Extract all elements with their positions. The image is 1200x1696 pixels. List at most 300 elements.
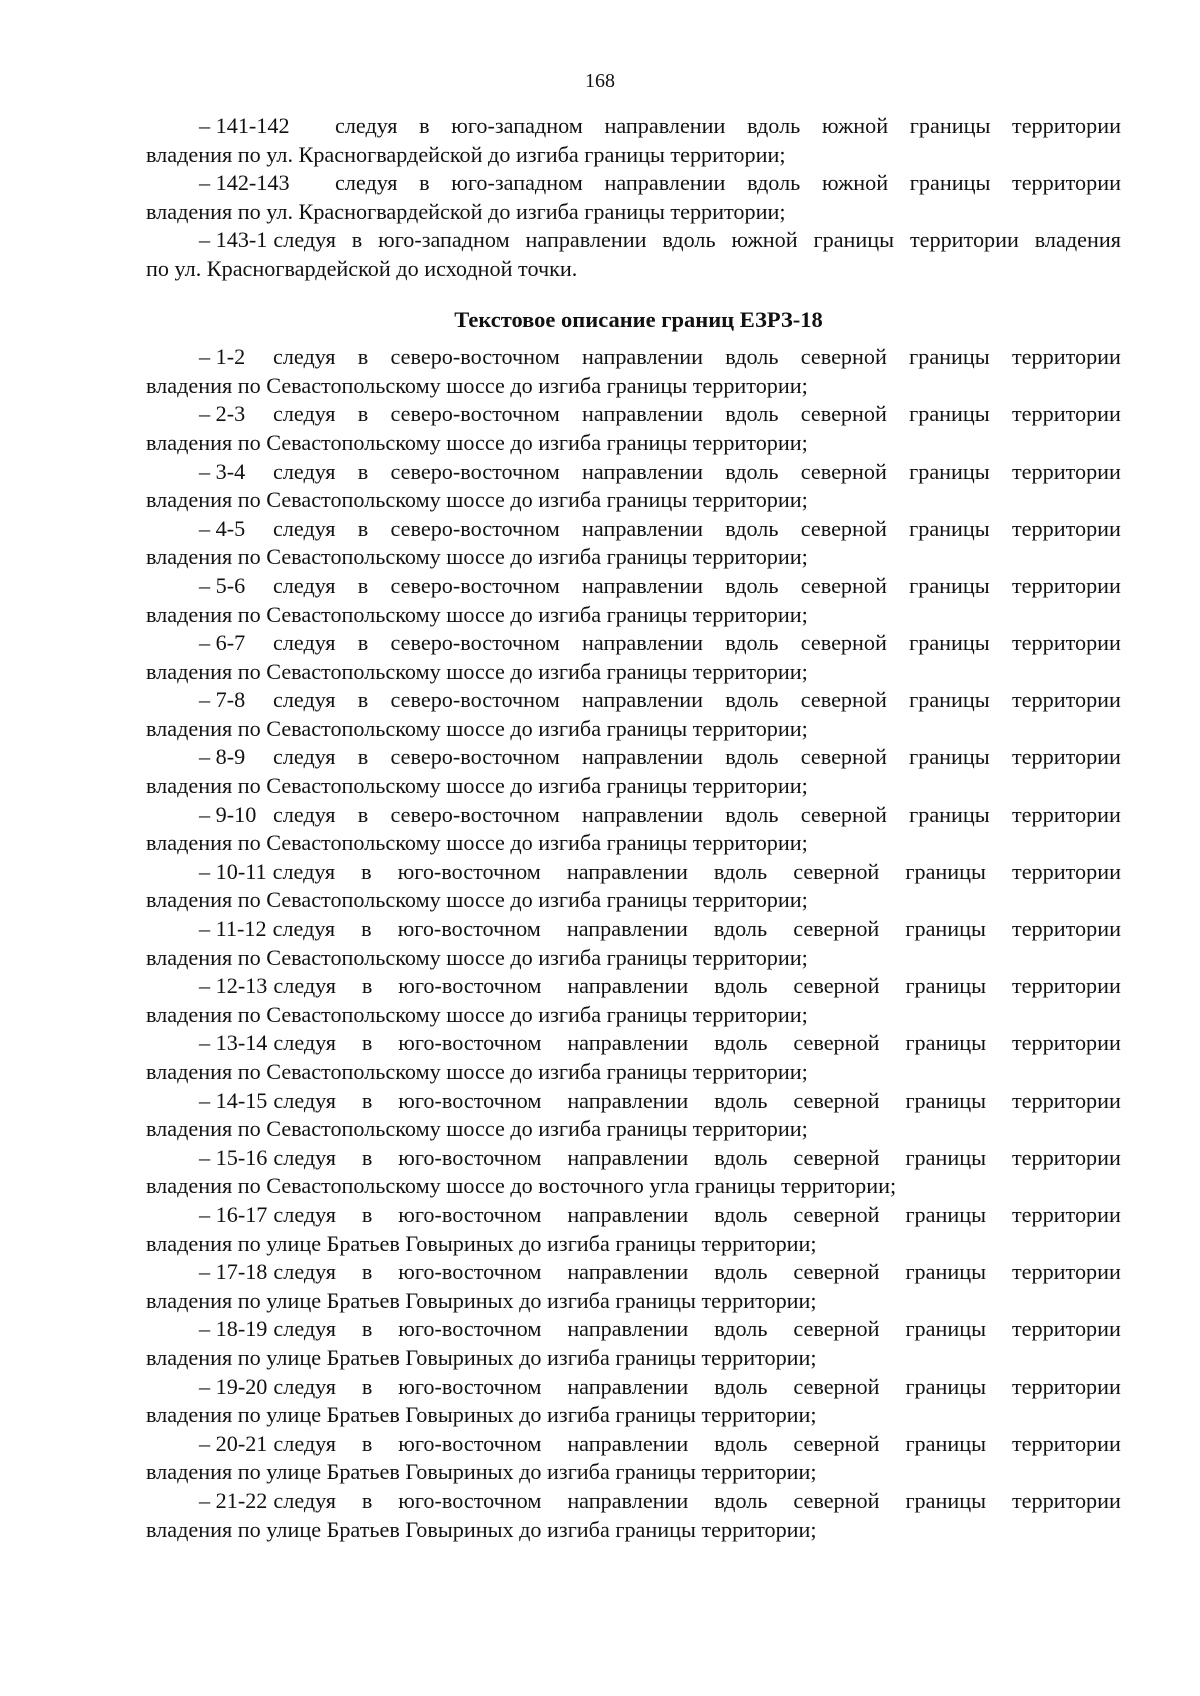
segment-label-group [146, 515, 336, 544]
entry-word: границы [905, 1144, 987, 1170]
entry-word: границы [905, 1316, 987, 1342]
entry-continuation-line: по ул. Красногвардейской до исходной точки. [146, 255, 578, 281]
entry-word: вдоль [714, 1144, 768, 1170]
entry-first-line [146, 1144, 1121, 1173]
entry-word: территории [1011, 458, 1121, 484]
entry-word: направлении [567, 1030, 689, 1056]
entry-word: направлении [525, 227, 647, 253]
entry-word: юго-восточном [398, 1030, 542, 1056]
entry-word: северной [793, 1259, 880, 1285]
entry-continuation-line: владения по Севастопольскому шоссе до изгиба границы территории; [146, 487, 808, 513]
boundary-segment-entry [146, 112, 1121, 169]
entry-word: юго-восточном [397, 858, 541, 884]
segment-label-group [146, 915, 335, 944]
entry-first-line [146, 226, 1121, 255]
entry-word: территории [1011, 1201, 1121, 1227]
entry-word: границы [909, 801, 990, 827]
entry-continuation-line: владения по улице Братьев Говыриных до изгиба границы территории; [146, 1402, 817, 1428]
entry-word: следуя [273, 687, 336, 713]
segment-label: – 18-19 [199, 1316, 268, 1342]
entry-word: северо-восточном [390, 515, 560, 541]
entry-word: северной [793, 1087, 880, 1113]
entry-word: территории [1012, 113, 1121, 138]
boundary-segment-entry [146, 226, 1121, 283]
boundary-segment-entry [146, 1430, 1121, 1487]
entry-word: следуя [273, 1144, 336, 1170]
entry-continuation-line: владения по ул. Красногвардейской до изгиба границы территории; [146, 141, 786, 167]
entry-continuation-line: владения по Севастопольскому шоссе до изгиба границы территории; [146, 544, 808, 570]
entry-word: в [351, 227, 363, 253]
entry-continuation-line: владения по улице Братьев Говыриных до изгиба границы территории; [146, 1344, 817, 1370]
entry-word: владения [1034, 227, 1121, 253]
entry-word: границы [909, 113, 991, 138]
entry-word: направлении [566, 916, 688, 942]
entry-first-line [146, 1315, 1121, 1344]
entry-word: в [361, 1030, 373, 1056]
entry-first-line [146, 1430, 1121, 1459]
entry-word: северной [800, 687, 887, 713]
entry-word: северо-восточном [390, 458, 560, 484]
entry-word: территории [1011, 1144, 1121, 1170]
segment-label: – 142-143 [199, 170, 290, 196]
entry-word: следуя [273, 401, 336, 427]
entry-word: северной [793, 1316, 880, 1342]
entry-word: территории [1011, 1373, 1121, 1399]
segment-label-group [146, 686, 336, 715]
entry-word: следуя [273, 744, 336, 770]
entry-word: направлении [604, 170, 726, 196]
entry-word: в [361, 1373, 373, 1399]
boundary-segment-entry [146, 458, 1121, 515]
entry-word: следуя [273, 1087, 336, 1113]
entry-first-line [146, 972, 1121, 1001]
entry-word: вдоль [725, 401, 779, 427]
entry-word: территории [1011, 1316, 1121, 1342]
entry-word: юго-восточном [398, 1087, 542, 1113]
boundary-segment-entry [146, 1373, 1121, 1430]
entry-first-line [146, 112, 1121, 141]
entry-continuation-line: владения по Севастопольскому шоссе до изгиба границы территории; [146, 830, 808, 856]
entry-word: следуя [273, 973, 336, 999]
entry-word: границы [905, 1201, 987, 1227]
entry-word: следуя [273, 515, 336, 541]
entry-word: в [357, 458, 369, 484]
entry-word: границы [909, 687, 990, 713]
entry-word: в [357, 401, 369, 427]
entry-word: северо-восточном [390, 801, 560, 827]
entry-word: направлении [582, 515, 704, 541]
entry-continuation-line: владения по Севастопольскому шоссе до изгиба границы территории; [146, 715, 808, 741]
entry-word: границы [905, 1487, 987, 1513]
segment-label-group [146, 343, 336, 372]
entry-first-line [146, 572, 1121, 601]
segment-label-group [146, 801, 336, 830]
entry-word: северо-восточном [390, 572, 560, 598]
boundary-segment-entry [146, 343, 1121, 400]
entry-word: территории [1011, 744, 1121, 770]
entry-word: юго-западном [451, 170, 583, 196]
entry-word: вдоль [714, 973, 768, 999]
entry-word: вдоль [713, 858, 768, 884]
boundary-segment-entry [146, 801, 1121, 858]
entry-word: вдоль [725, 801, 779, 827]
entry-word: территории [1011, 572, 1121, 598]
entry-word: вдоль [714, 1087, 768, 1113]
entry-word: северной [793, 1030, 880, 1056]
entry-word: территории [1011, 344, 1121, 370]
entry-word: территории [909, 227, 1019, 253]
entry-word: в [361, 1201, 373, 1227]
entry-word: вдоль [714, 1373, 768, 1399]
entry-word: северной [800, 744, 887, 770]
entry-word: юго-восточном [398, 1201, 542, 1227]
boundary-list-ezrz-18 [146, 343, 1121, 1544]
segment-label-group [146, 1430, 336, 1459]
segment-label: – 3-4 [199, 458, 246, 484]
boundary-segment-entry [146, 1315, 1121, 1372]
entry-word: следуя [273, 630, 336, 656]
segment-label: – 19-20 [199, 1373, 268, 1399]
entry-word: направлении [582, 630, 704, 656]
entry-first-line [146, 858, 1121, 887]
entry-word: направлении [567, 1259, 689, 1285]
document-body [146, 112, 1121, 1544]
entry-word: юго-восточном [398, 1430, 542, 1456]
entry-word: границы [905, 1087, 987, 1113]
entry-first-line [146, 1373, 1121, 1402]
entry-word: направлении [582, 801, 704, 827]
entry-word: южной [821, 170, 889, 196]
entry-word: следуя [272, 916, 336, 942]
entry-word: направлении [567, 1316, 689, 1342]
entry-word: следуя [273, 1030, 336, 1056]
segment-label-group [146, 400, 336, 429]
entry-word: вдоль [725, 572, 779, 598]
entry-word: в [357, 515, 369, 541]
entry-word: в [361, 1087, 373, 1113]
segment-label-group [146, 743, 336, 772]
entry-word: северной [800, 458, 887, 484]
entry-continuation-line: владения по Севастопольскому шоссе до изгиба границы территории; [146, 773, 808, 799]
entry-word: вдоль [725, 744, 779, 770]
boundary-segment-entry [146, 1029, 1121, 1086]
entry-word: направлении [582, 401, 704, 427]
entry-word: территории [1011, 1259, 1121, 1285]
entry-continuation-line: владения по Севастопольскому шоссе до восточного угла границы территории; [146, 1173, 897, 1199]
segment-label-group [146, 169, 398, 198]
entry-word: в [357, 801, 369, 827]
entry-continuation-line: владения по Севастопольскому шоссе до изгиба границы территории; [146, 1001, 808, 1027]
entry-word: в [361, 973, 373, 999]
segment-label: – 143-1 [199, 227, 268, 253]
boundary-segment-entry [146, 1258, 1121, 1315]
entry-word: границы [909, 458, 990, 484]
entry-word: северной [800, 801, 887, 827]
entry-word: следуя [273, 227, 336, 253]
segment-label: – 5-6 [199, 572, 246, 598]
entry-word: в [357, 687, 369, 713]
entry-word: следуя [273, 1373, 336, 1399]
entry-word: в [357, 744, 369, 770]
entry-word: в [361, 1487, 373, 1513]
entry-word: границы [905, 1259, 987, 1285]
entry-word: территории [1011, 515, 1121, 541]
entry-continuation-line: владения по Севастопольскому шоссе до изгиба границы территории; [146, 429, 808, 455]
entry-continuation-line: владения по ул. Красногвардейской до изгиба границы территории; [146, 198, 786, 224]
segment-label: – 13-14 [199, 1030, 268, 1056]
boundary-segment-entry [146, 629, 1121, 686]
entry-continuation-line: владения по Севастопольскому шоссе до изгиба границы территории; [146, 658, 808, 684]
entry-word: следуя [272, 858, 336, 884]
entry-word: следуя [273, 1430, 336, 1456]
boundary-segment-entry [146, 1487, 1121, 1544]
entry-word: границы [813, 227, 895, 253]
boundary-segment-entry [146, 915, 1121, 972]
entry-word: следуя [273, 458, 336, 484]
entry-word: юго-восточном [397, 916, 541, 942]
entry-continuation-line: владения по Севастопольскому шоссе до изгиба границы территории; [146, 601, 808, 627]
entry-word: следуя [273, 572, 336, 598]
segment-label: – 11-12 [199, 916, 267, 942]
entry-first-line [146, 1087, 1121, 1116]
entry-continuation-line: владения по Севастопольскому шоссе до изгиба границы территории; [146, 887, 808, 913]
entry-word: вдоль [714, 1316, 768, 1342]
segment-label: – 20-21 [199, 1430, 268, 1456]
entry-continuation-line: владения по улице Братьев Говыриных до изгиба границы территории; [146, 1287, 817, 1313]
entry-word: юго-восточном [398, 1316, 542, 1342]
entry-word: северной [800, 344, 887, 370]
segment-label: – 1-2 [199, 344, 246, 370]
segment-label-group [146, 972, 336, 1001]
segment-label: – 15-16 [199, 1144, 268, 1170]
page-number: 168 [585, 70, 615, 92]
segment-label: – 2-3 [199, 401, 246, 427]
entry-word: в [357, 572, 369, 598]
entry-word: северной [800, 515, 887, 541]
boundary-segment-entry [146, 686, 1121, 743]
entry-word: границы [909, 572, 990, 598]
segment-label-group [146, 858, 335, 887]
entry-word: границы [905, 1030, 987, 1056]
entry-continuation-line: владения по Севастопольскому шоссе до изгиба границы территории; [146, 1059, 808, 1084]
entry-word: северо-восточном [390, 401, 560, 427]
segment-label: – 21-22 [199, 1487, 268, 1513]
entry-word: следуя [273, 1259, 336, 1285]
entry-word: территории [1011, 1087, 1121, 1113]
entry-word: северной [800, 630, 887, 656]
segment-label-group [146, 112, 398, 141]
entry-first-line [146, 515, 1121, 544]
entry-word: границы [909, 744, 990, 770]
entry-word: в [357, 344, 369, 370]
entry-word: направлении [567, 1487, 689, 1513]
entry-word: северной [793, 973, 880, 999]
entry-word: юго-восточном [398, 1487, 542, 1513]
entry-word: границы [905, 1430, 987, 1456]
entry-word: вдоль [725, 344, 779, 370]
entry-word: направлении [566, 858, 688, 884]
entry-first-line [146, 629, 1121, 658]
boundary-segment-entry [146, 743, 1121, 800]
entry-first-line [146, 343, 1121, 372]
segment-label-group [146, 1258, 336, 1287]
segment-label: – 16-17 [199, 1201, 268, 1227]
entry-word: в [361, 1316, 373, 1342]
segment-label-group [146, 1201, 336, 1230]
entry-word: границы [909, 630, 990, 656]
segment-label: – 12-13 [199, 973, 268, 999]
boundary-segment-entry [146, 515, 1121, 572]
entry-word: направлении [582, 458, 704, 484]
segment-label: – 141-142 [199, 113, 290, 138]
entry-word: следуя [335, 113, 398, 138]
entry-continuation-line: владения по Севастопольскому шоссе до изгиба границы территории; [146, 944, 808, 970]
entry-word: северной [793, 1201, 880, 1227]
entry-word: направлении [567, 1087, 689, 1113]
entry-word: в [361, 916, 372, 942]
entry-word: направлении [582, 572, 704, 598]
entry-word: вдоль [725, 630, 779, 656]
entry-word: территории [1011, 1487, 1121, 1513]
entry-continuation-line: владения по улице Братьев Говыриных до изгиба границы территории; [146, 1230, 817, 1256]
entry-first-line [146, 915, 1121, 944]
segment-label: – 10-11 [199, 858, 267, 884]
entry-word: в [357, 630, 369, 656]
entry-word: следуя [273, 1316, 336, 1342]
entry-word: вдоль [725, 515, 779, 541]
entry-word: северной [793, 1430, 880, 1456]
segment-label-group [146, 1315, 336, 1344]
entry-word: северной [793, 916, 880, 942]
boundary-segment-entry [146, 1201, 1121, 1258]
entry-continuation-line: владения по улице Братьев Говыриных до изгиба границы территории; [146, 1516, 817, 1542]
segment-label: – 7-8 [199, 687, 246, 713]
boundary-segment-entry [146, 858, 1121, 915]
entry-word: территории [1012, 170, 1121, 196]
entry-word: в [419, 170, 430, 196]
entry-word: территории [1011, 801, 1121, 827]
segment-label-group [146, 572, 336, 601]
entry-word: вдоль [725, 687, 779, 713]
entry-word: направлении [567, 973, 689, 999]
entry-word: юго-западном [451, 113, 583, 138]
entry-continuation-line: владения по Севастопольскому шоссе до изгиба границы территории; [146, 372, 808, 398]
entry-word: границы [905, 1373, 987, 1399]
entry-word: в [361, 1144, 373, 1170]
entry-word: территории [1011, 687, 1121, 713]
entry-word: южной [731, 227, 798, 253]
entry-word: направлении [582, 744, 704, 770]
entry-word: направлении [582, 687, 704, 713]
entry-word: вдоль [747, 113, 801, 138]
segment-label-group [146, 458, 336, 487]
segment-label-group [146, 629, 336, 658]
entry-first-line [146, 1258, 1121, 1287]
entry-word: границы [905, 858, 986, 884]
entry-word: направлении [567, 1373, 689, 1399]
entry-word: территории [1011, 630, 1121, 656]
boundary-segment-entry [146, 972, 1121, 1029]
boundary-segment-entry [146, 572, 1121, 629]
entry-word: следуя [273, 1487, 336, 1513]
entry-first-line [146, 686, 1121, 715]
entry-word: северо-восточном [390, 687, 560, 713]
entry-word: вдоль [725, 458, 779, 484]
entry-word: территории [1011, 973, 1121, 999]
entry-word: северной [800, 572, 887, 598]
entry-word: северной [793, 858, 880, 884]
entry-word: вдоль [714, 1430, 768, 1456]
entry-word: следуя [273, 1201, 336, 1227]
segment-label-group [146, 226, 336, 255]
entry-word: юго-восточном [398, 1144, 542, 1170]
section-heading: Текстовое описание границ ЕЗРЗ-18 [454, 306, 823, 332]
segment-label-group [146, 1373, 336, 1402]
entry-word: вдоль [713, 916, 768, 942]
entry-word: территории [1011, 1430, 1121, 1456]
entry-word: вдоль [747, 170, 801, 196]
entry-word: юго-восточном [398, 1259, 542, 1285]
entry-word: следуя [335, 170, 398, 196]
entry-word: направлении [582, 344, 704, 370]
segment-label: – 6-7 [199, 630, 246, 656]
segment-label: – 9-10 [199, 801, 257, 827]
entry-word: северной [793, 1487, 880, 1513]
entry-word: территории [1011, 401, 1121, 427]
entry-word: в [419, 113, 430, 138]
entry-word: территории [1012, 858, 1121, 884]
boundary-segment-entry [146, 1144, 1121, 1201]
boundary-segment-entry [146, 169, 1121, 226]
entry-word: северной [800, 401, 887, 427]
entry-word: северной [793, 1144, 880, 1170]
segment-label-group [146, 1029, 336, 1058]
entry-word: следуя [273, 344, 336, 370]
entry-word: направлении [567, 1144, 689, 1170]
entry-word: в [361, 1259, 373, 1285]
entry-continuation-line: владения по Севастопольскому шоссе до изгиба границы территории; [146, 1116, 808, 1142]
segment-label-group [146, 1487, 336, 1516]
entry-first-line [146, 1029, 1121, 1058]
entry-word: вдоль [714, 1201, 768, 1227]
entry-word: северной [793, 1373, 880, 1399]
entry-word: вдоль [714, 1487, 768, 1513]
entry-word: юго-восточном [398, 973, 542, 999]
entry-word: северо-восточном [390, 744, 560, 770]
entry-word: вдоль [662, 227, 716, 253]
segment-label: – 17-18 [199, 1259, 268, 1285]
entry-word: вдоль [714, 1030, 768, 1056]
entry-word: границы [909, 515, 990, 541]
entry-word: юго-восточном [398, 1373, 542, 1399]
segment-label-group [146, 1144, 336, 1173]
entry-word: территории [1012, 916, 1121, 942]
entry-word: направлении [604, 113, 726, 138]
boundary-list-previous [146, 112, 1121, 284]
entry-word: южной [821, 113, 889, 138]
segment-label: – 8-9 [199, 744, 246, 770]
entry-first-line [146, 801, 1121, 830]
entry-word: направлении [567, 1430, 689, 1456]
entry-word: границы [909, 344, 990, 370]
entry-word: северо-восточном [390, 630, 560, 656]
entry-word: направлении [567, 1201, 689, 1227]
entry-word: границы [909, 170, 991, 196]
entry-word: вдоль [714, 1259, 768, 1285]
entry-word: границы [905, 973, 987, 999]
boundary-segment-entry [146, 1087, 1121, 1144]
entry-first-line [146, 400, 1121, 429]
